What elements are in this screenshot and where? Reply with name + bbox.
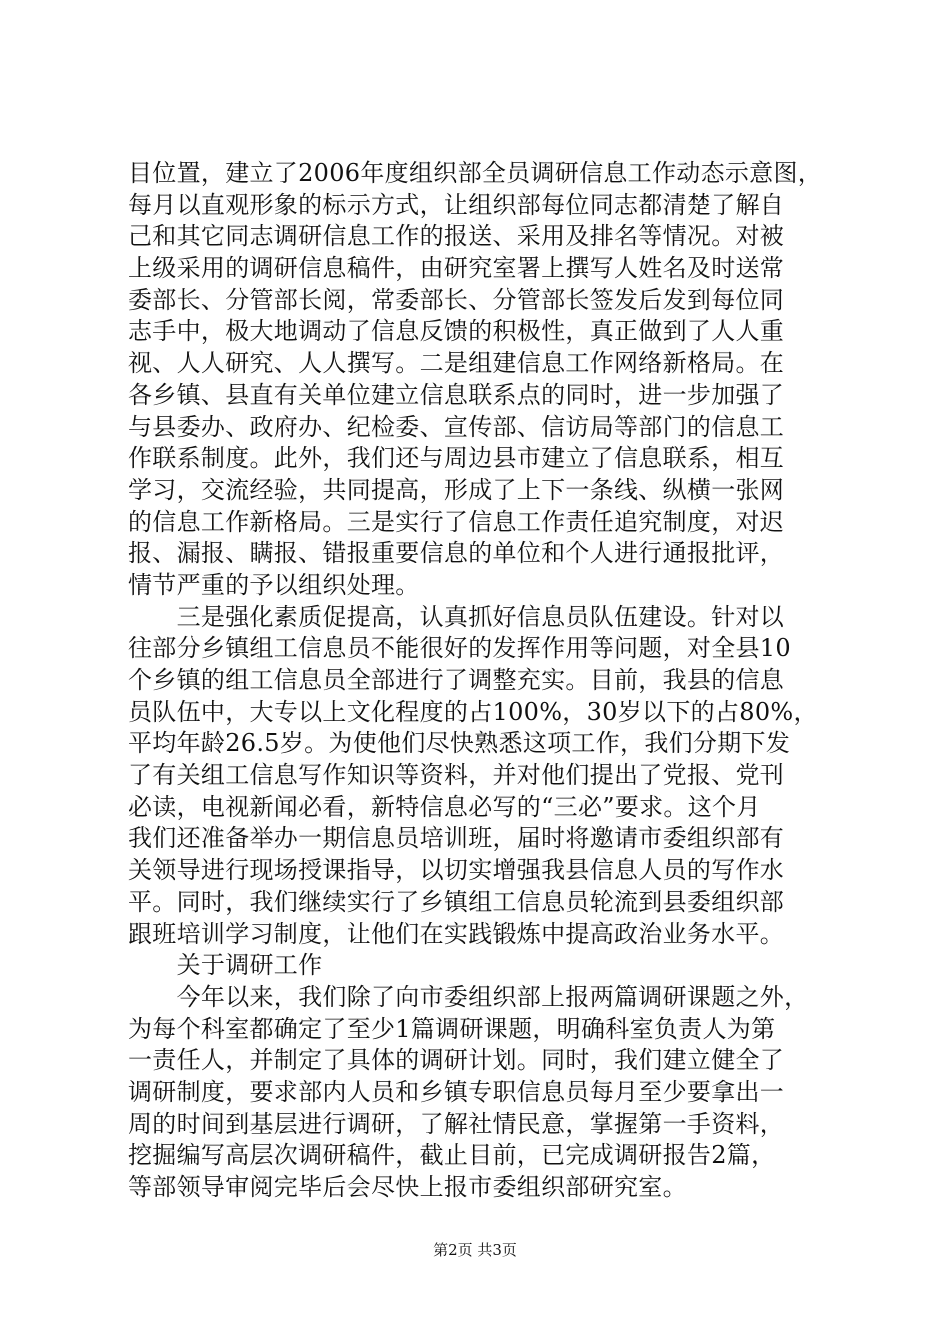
text-line: 志手中，极大地调动了信息反馈的积极性，真正做到了人人重 (128, 317, 785, 346)
text-line: 往部分乡镇组工信息员不能很好的发挥作用等问题，对全县10 (128, 634, 791, 663)
text-line: 平。同时，我们继续实行了乡镇组工信息员轮流到县委组织部 (128, 887, 785, 916)
text-line: 上级采用的调研信息稿件，由研究室署上撰写人姓名及时送常 (128, 254, 785, 283)
text-line: 调研制度，要求部内人员和乡镇专职信息员每月至少要拿出一 (128, 1077, 785, 1106)
text-line: 必读，电视新闻必看，新特信息必写的“三必”要求。这个月 (128, 792, 761, 821)
text-line: 与县委办、政府办、纪检委、宣传部、信访局等部门的信息工 (128, 412, 785, 441)
text-line: 三是强化素质促提高，认真抓好信息员队伍建设。针对以 (128, 602, 785, 631)
text-line: 关领导进行现场授课指导，以切实增强我县信息人员的写作水 (128, 856, 785, 885)
text-line: 为每个科室都确定了至少1篇调研课题，明确科室负责人为第 (128, 1014, 776, 1043)
text-line: 平均年龄26.5岁。为使他们尽快熟悉这项工作，我们分期下发 (128, 729, 791, 758)
text-line: 跟班培训学习制度，让他们在实践锻炼中提高政治业务水平。 (128, 919, 785, 948)
text-line: 视、人人研究、人人撰写。二是组建信息工作网络新格局。在 (128, 349, 785, 378)
text-line: 的信息工作新格局。三是实行了信息工作责任追究制度，对迟 (128, 507, 785, 536)
text-line: 一责任人，并制定了具体的调研计划。同时，我们建立健全了 (128, 1046, 785, 1075)
text-line: 学习，交流经验，共同提高，形成了上下一条线、纵横一张网 (128, 475, 785, 504)
text-line: 情节严重的予以组织处理。 (128, 570, 420, 599)
text-line: 员队伍中，大专以上文化程度的占100%，30岁以下的占80%， (128, 697, 818, 726)
text-line: 我们还准备举办一期信息员培训班，届时将邀请市委组织部有 (128, 824, 785, 853)
text-line: 作联系制度。此外，我们还与周边县市建立了信息联系，相互 (128, 444, 785, 473)
text-line: 个乡镇的组工信息员全部进行了调整充实。目前，我县的信息 (128, 666, 785, 694)
text-line: 目位置，建立了2006年度组织部全员调研信息工作动态示意图， (128, 159, 823, 187)
text-line: 今年以来，我们除了向市委组织部上报两篇调研课题之外， (128, 982, 809, 1011)
page-footer: 第2页 共3页 (433, 1241, 517, 1259)
text-line: 己和其它同志调研信息工作的报送、采用及排名等情况。对被 (128, 222, 785, 251)
text-line: 报、漏报、瞒报、错报重要信息的单位和个人进行通报批评， (128, 539, 785, 568)
text-line: 周的时间到基层进行调研，了解社情民意，掌握第一手资料， (128, 1109, 785, 1138)
text-line: 关于调研工作 (128, 951, 323, 980)
text-line: 委部长、分管部长阅，常委部长、分管部长签发后发到每位同 (128, 285, 785, 314)
text-line: 等部领导审阅完毕后会尽快上报市委组织部研究室。 (128, 1173, 687, 1201)
document-body (128, 158, 834, 1204)
text-line: 了有关组工信息写作知识等资料，并对他们提出了党报、党刊 (128, 761, 785, 790)
text-line: 每月以直观形象的标示方式，让组织部每位同志都清楚了解自 (128, 190, 785, 219)
text-line: 挖掘编写高层次调研稿件，截止目前，已完成调研报告2篇， (128, 1141, 776, 1170)
text-line: 各乡镇、县直有关单位建立信息联系点的同时，进一步加强了 (128, 380, 785, 409)
